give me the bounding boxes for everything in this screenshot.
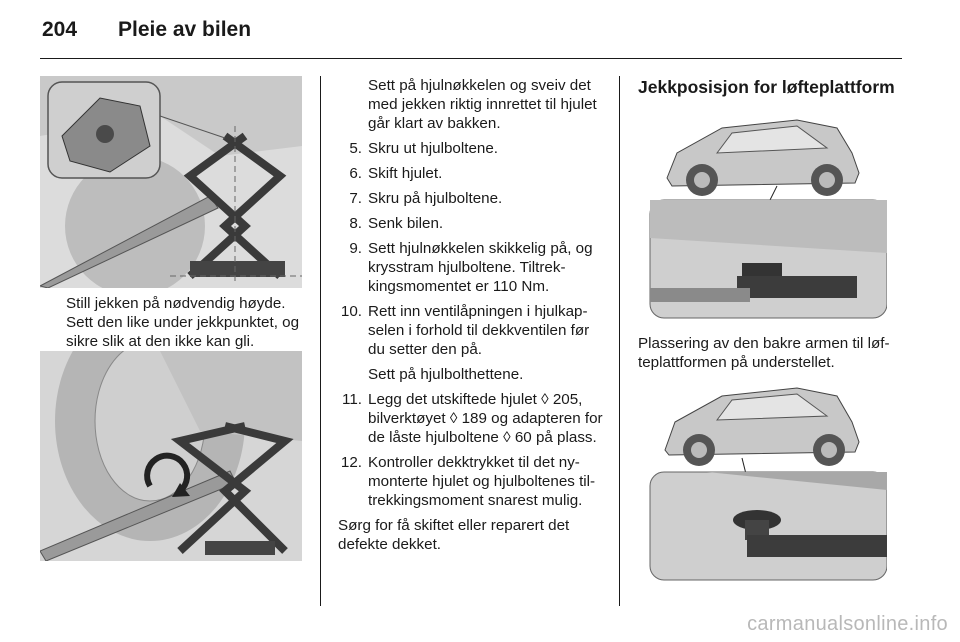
page-number: 204 [42,18,78,41]
chapter-title: Pleie av bilen [118,18,252,41]
header-rule [40,58,902,59]
intro-paragraph: Sett på hjulnøkkelen og sveiv det med jekken riktig innrettet til hjulet går klart av bakken. [368,77,597,132]
list-item: 12. Kontroller dekktrykket til det ny-monterte hjulet og hjulboltenes til-trekkingsmoment snarest mulig. [340,454,596,509]
instructions-column [338,76,606,560]
list-item: 10. Rett inn ventilåpningen i hjulkap-selen i forhold til dekkventilen før du setter den på. [340,303,590,358]
jack-height-caption: Still jekken på nødvendig høyde. Sett den like under jekkpunktet, og sikre slik at den ikke kan gli. [66,295,300,350]
column-divider-2 [619,76,620,606]
lift-arm-caption: Plassering av den bakre armen til løf-teplattformen på understellet. [638,335,890,371]
jack-closeup-figure [40,76,302,288]
list-item: 8. Senk bilen. [349,215,444,232]
lift-front-figure [647,108,887,322]
column-divider-1 [320,76,321,606]
jack-crank-figure [40,351,302,561]
closing-paragraph: Sørg for få skiftet eller reparert det defekte dekket. [338,517,570,553]
section-title: Jekkposisjon for løfteplattform [638,77,895,97]
list-item: 11. Legg det utskiftede hjulet ◊ 205, bilverktøyet ◊ 189 og adapteren for de låste hjulboltene ◊ 60 på plass. [342,391,603,446]
list-item: 6. Skift hjulet. [349,165,443,182]
list-item: 9. Sett hjulnøkkelen skikkelig på, og krysstram hjulboltene. Tiltrek-kingsmomentet er 110 Nm. [349,240,593,295]
watermark: carmanualsonline.info [747,613,948,635]
list-item: 5. Skru ut hjulboltene. [349,140,499,157]
page-header [42,18,251,48]
lift-rear-figure [647,380,887,582]
step10-subnote: Sett på hjulbolthettene. [368,366,524,383]
list-item: 7. Skru på hjulboltene. [349,190,503,207]
